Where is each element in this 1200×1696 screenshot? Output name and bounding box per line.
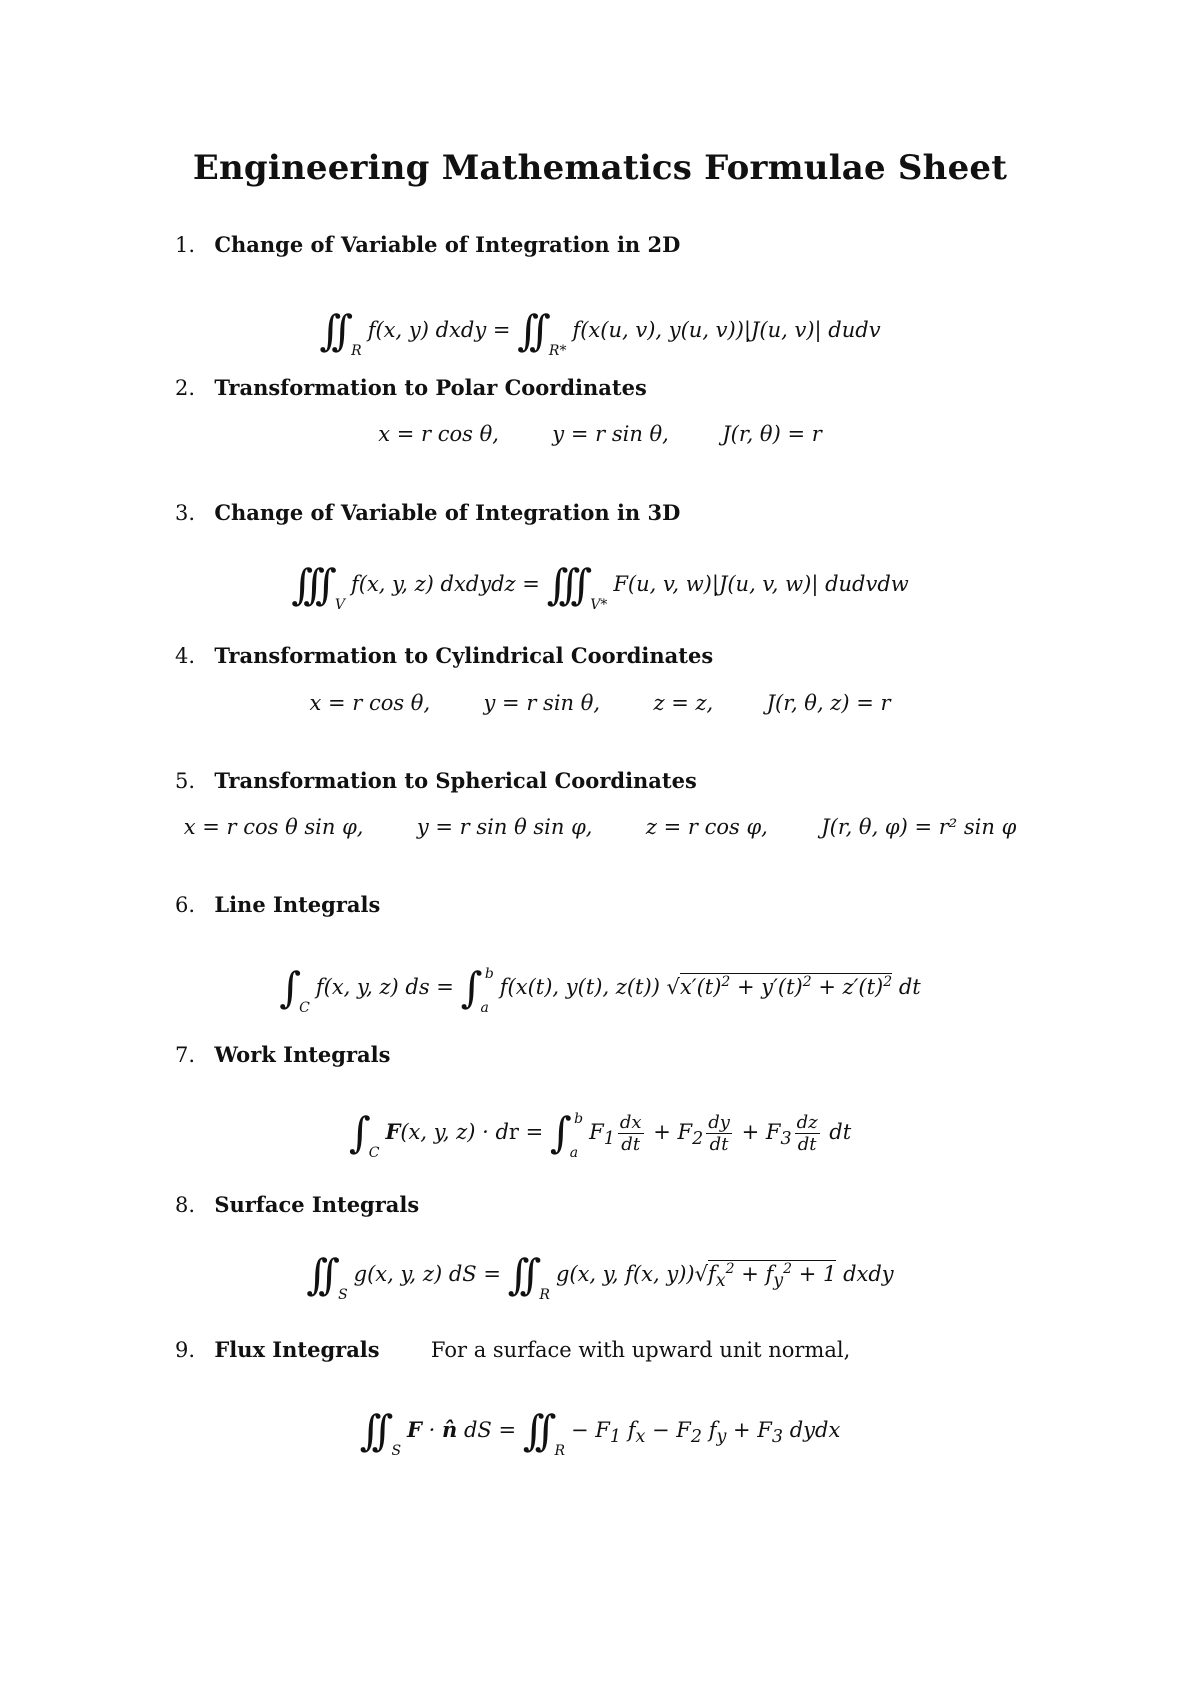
section-number: 9. — [175, 1338, 196, 1362]
section-heading — [175, 768, 697, 793]
section-number: 2. — [175, 376, 196, 400]
section-heading — [175, 1337, 850, 1362]
section-title: Transformation to Spherical Coordinates — [214, 768, 697, 793]
section-number: 8. — [175, 1193, 196, 1217]
section-number: 6. — [175, 893, 196, 917]
formula-change-variable-2d: ∫∫ $_R$f(x, y) dxdy = ∫∫ $_{R*}$f(x(u, v), y(u, v))|J(u, v)| dudv — [319, 306, 881, 359]
section-heading — [175, 1192, 419, 1217]
section-heading — [175, 892, 380, 917]
formula-cylindrical: x = r cos θ, y = r sin θ, z = z, J(r, θ, z) = r — [309, 691, 891, 715]
section-title: Flux Integrals — [214, 1337, 380, 1362]
section-title: Line Integrals — [214, 892, 381, 917]
section-title: Change of Variable of Integration in 2D — [214, 232, 681, 257]
section-title: Transformation to Polar Coordinates — [214, 375, 647, 400]
page-title: Engineering Mathematics Formulae Sheet — [192, 148, 1008, 188]
section-heading — [175, 375, 647, 400]
section-number: 3. — [175, 501, 196, 525]
formula-surface-integral: ∫∫ $_S$g(x, y, z) dS = ∫∫ $_R$g(x, y, f(x, $y))√f_x^2 + f_y^2 + 1$ dxdy — [306, 1250, 894, 1303]
formula-polar: x = r cos θ, y = r sin θ, J(r, θ) = r — [378, 422, 822, 446]
formula-spherical: x = r cos θ sin φ, y = r sin θ sin φ, z = r cos φ, J(r, θ, φ) = r² sin φ — [183, 815, 1017, 839]
section-heading — [175, 1042, 390, 1067]
section-number: 7. — [175, 1043, 196, 1067]
section-heading — [175, 232, 680, 257]
section-number: 4. — [175, 644, 196, 668]
section-number: 5. — [175, 769, 196, 793]
formula-work-integral: ∫ $_C$F(x, y, z) · dr = ∫ $_a^bF_1$ $\frac{dx}{dt}$ + $F_2$ $\frac{dy}{dt}$ + $F_3$ $\frac{dz}{dt}$ dt — [348, 1108, 852, 1161]
formula-flux-integral: ∫∫ $_S$F · n̂ dS = ∫∫ $_R- F_1$ $f_x - F_2$ $f_y + F_3$ dydx — [359, 1406, 841, 1459]
section-heading — [175, 643, 713, 668]
section-heading — [175, 500, 680, 525]
section-title: Work Integrals — [214, 1042, 391, 1067]
section-title: Change of Variable of Integration in 3D — [214, 500, 681, 525]
formula-line-integral: ∫ $_C$f(x, y, z) ds = ∫ $_a^b$f(x(t), y(t), z(t)) $√x'(t)^2 + y'(t)^2 + z'(t)^2$ dt — [279, 963, 921, 1016]
formula-change-variable-3d: ∫∫∫ $_V$f(x, y, z) dxdydz = ∫∫∫ $_{V*}$F(u, v, w)|J(u, v, w)| dudvdw — [291, 560, 909, 613]
section-number: 1. — [175, 233, 196, 257]
section-title: Transformation to Cylindrical Coordinates — [214, 643, 714, 668]
section-title: Surface Integrals — [214, 1192, 420, 1217]
section-note: For a surface with upward unit normal, — [430, 1338, 851, 1362]
